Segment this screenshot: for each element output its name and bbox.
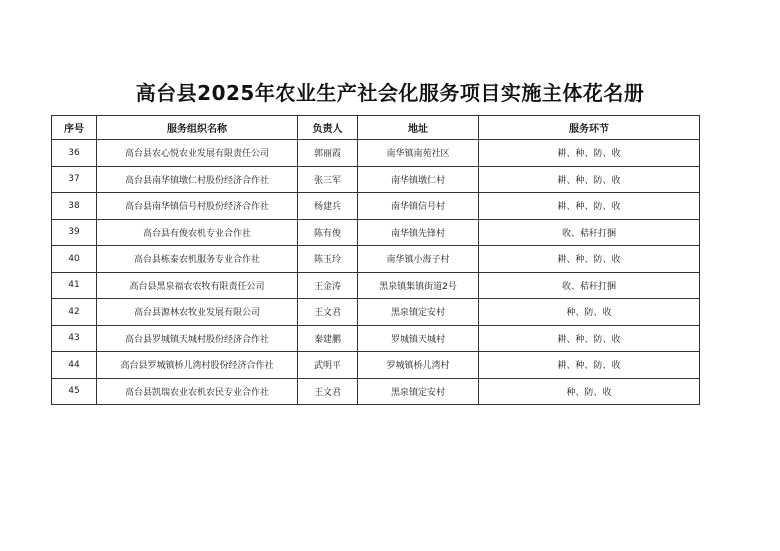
cell-person: 张三军 [298,166,358,193]
header-org: 服务组织名称 [97,116,298,140]
page-title: 高台县2025年农业生产社会化服务项目实施主体花名册 [135,81,645,105]
table-row [52,140,700,167]
cell-index: 42 [52,299,97,326]
header-services: 服务环节 [479,116,700,140]
cell-address: 黑泉镇定安村 [358,378,479,405]
cell-index: 41 [52,272,97,299]
cell-index: 36 [52,140,97,167]
cell-address: 南华镇墩仁村 [358,166,479,193]
cell-address: 南华镇先锋村 [358,219,479,246]
cell-org: 高台县源林农牧业发展有限公司 [97,299,298,326]
cell-address: 罗城镇天城村 [358,325,479,352]
table-row [52,299,700,326]
cell-address: 南华镇小海子村 [358,246,479,273]
cell-org: 高台县有俊农机专业合作社 [97,219,298,246]
cell-index: 39 [52,219,97,246]
cell-index: 44 [52,352,97,379]
cell-org: 高台县罗城镇桥儿湾村股份经济合作社 [97,352,298,379]
cell-services: 种、防、收 [479,378,700,405]
header-index: 序号 [52,116,97,140]
cell-person: 王金涛 [298,272,358,299]
table-row [52,219,700,246]
header-address: 地址 [358,116,479,140]
cell-services: 耕、种、防、收 [479,193,700,220]
cell-org: 高台县罗城镇天城村股份经济合作社 [97,325,298,352]
cell-index: 37 [52,166,97,193]
cell-person: 杨建兵 [298,193,358,220]
table-header-row [52,116,700,140]
roster-table [51,115,700,405]
cell-org: 高台县南华镇信号村股份经济合作社 [97,193,298,220]
table-row [52,166,700,193]
cell-services: 耕、种、防、收 [479,246,700,273]
cell-org: 高台县农心悦农业发展有限责任公司 [97,140,298,167]
cell-services: 收、秸秆打捆 [479,219,700,246]
cell-index: 43 [52,325,97,352]
table-row [52,378,700,405]
cell-org: 高台县栋泰农机服务专业合作社 [97,246,298,273]
table-row [52,325,700,352]
table-row [52,246,700,273]
cell-services: 种、防、收 [479,299,700,326]
cell-services: 耕、种、防、收 [479,140,700,167]
cell-services: 耕、种、防、收 [479,166,700,193]
cell-address: 黑泉镇定安村 [358,299,479,326]
header-person: 负责人 [298,116,358,140]
cell-services: 耕、种、防、收 [479,352,700,379]
cell-org: 高台县黑泉福农农牧有限责任公司 [97,272,298,299]
cell-person: 王文君 [298,299,358,326]
cell-org: 高台县凯瑞农业农机农民专业合作社 [97,378,298,405]
cell-services: 耕、种、防、收 [479,325,700,352]
cell-person: 王文君 [298,378,358,405]
table-row [52,193,700,220]
cell-address: 黑泉镇集镇街道2号 [358,272,479,299]
table-row [52,272,700,299]
cell-address: 南华镇南苑社区 [358,140,479,167]
table-row [52,352,700,379]
cell-address: 罗城镇桥儿湾村 [358,352,479,379]
cell-services: 收、秸秆打捆 [479,272,700,299]
cell-person: 陈有俊 [298,219,358,246]
cell-person: 陈玉玲 [298,246,358,273]
cell-index: 38 [52,193,97,220]
cell-person: 郭丽霞 [298,140,358,167]
cell-index: 45 [52,378,97,405]
cell-address: 南华镇信号村 [358,193,479,220]
cell-person: 秦建鹏 [298,325,358,352]
cell-org: 高台县南华镇墩仁村股份经济合作社 [97,166,298,193]
cell-person: 武明平 [298,352,358,379]
cell-index: 40 [52,246,97,273]
